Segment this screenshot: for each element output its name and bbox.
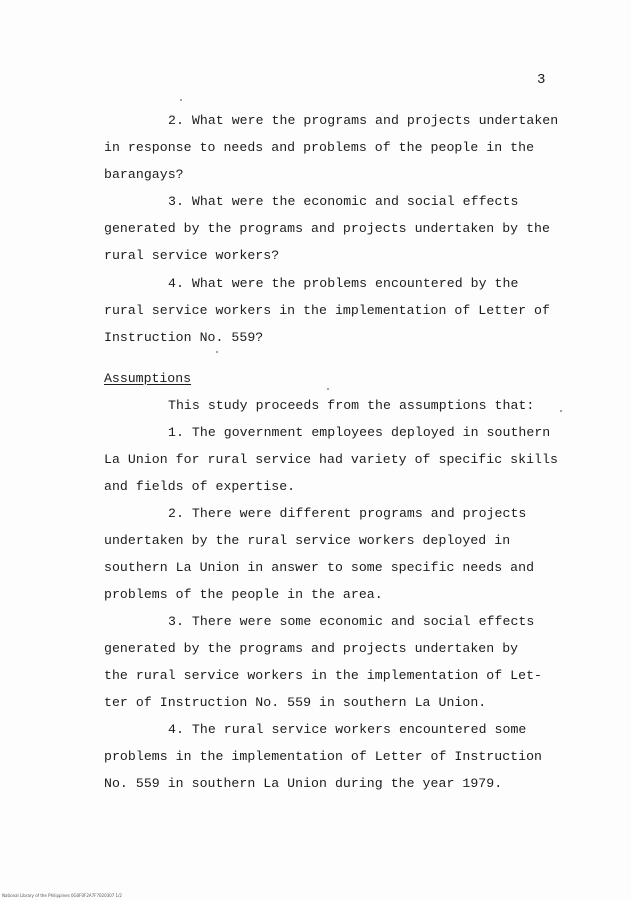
- assumptions-intro: This study proceeds from the assumptions that:: [168, 398, 535, 413]
- assumption-3-line-2: generated by the programs and projects undertaken by: [104, 641, 519, 656]
- library-footer: National Library of the Philippines 0G0F0F2A7F7020307 1/2: [2, 893, 122, 898]
- scan-speck: [180, 99, 182, 101]
- assumption-1-line-2: La Union for rural service had variety of specific skills: [104, 452, 558, 467]
- assumption-4-line-2: problems in the implementation of Letter of Instruction: [104, 749, 543, 764]
- scan-speck: [560, 410, 562, 412]
- assumption-4-line-1: 4. The rural service workers encountered some: [168, 722, 527, 737]
- question-2-line-2: in response to needs and problems of the people in the: [104, 140, 535, 155]
- question-4-line-3: Instruction No. 559?: [104, 330, 264, 345]
- scan-speck: [216, 351, 218, 353]
- question-3-line-1: 3. What were the economic and social effects: [168, 194, 519, 209]
- assumption-2-line-1: 2. There were different programs and projects: [168, 506, 527, 521]
- assumption-3-line-3: the rural service workers in the implementation of Let-: [104, 668, 543, 683]
- assumptions-heading: Assumptions: [104, 371, 192, 386]
- page-number: 3: [537, 72, 546, 88]
- assumption-2-line-2: undertaken by the rural service workers deployed in: [104, 533, 511, 548]
- assumption-2-line-4: problems of the people in the area.: [104, 587, 383, 602]
- assumption-3-line-1: 3. There were some economic and social effects: [168, 614, 535, 629]
- question-3-line-3: rural service workers?: [104, 248, 280, 263]
- assumption-2-line-3: southern La Union in answer to some specific needs and: [104, 560, 535, 575]
- question-2-line-1: 2. What were the programs and projects undertaken: [168, 113, 559, 128]
- assumption-4-line-3: No. 559 in southern La Union during the year 1979.: [104, 776, 503, 791]
- question-4-line-2: rural service workers in the implementation of Letter of: [104, 303, 550, 318]
- question-3-line-2: generated by the programs and projects undertaken by the: [104, 221, 550, 236]
- question-2-line-3: barangays?: [104, 167, 184, 182]
- question-4-line-1: 4. What were the problems encountered by the: [168, 276, 519, 291]
- assumption-3-line-4: ter of Instruction No. 559 in southern La Union.: [104, 695, 487, 710]
- scan-speck: [327, 388, 329, 390]
- assumption-1-line-1: 1. The government employees deployed in southern: [168, 425, 551, 440]
- assumption-1-line-3: and fields of expertise.: [104, 479, 296, 494]
